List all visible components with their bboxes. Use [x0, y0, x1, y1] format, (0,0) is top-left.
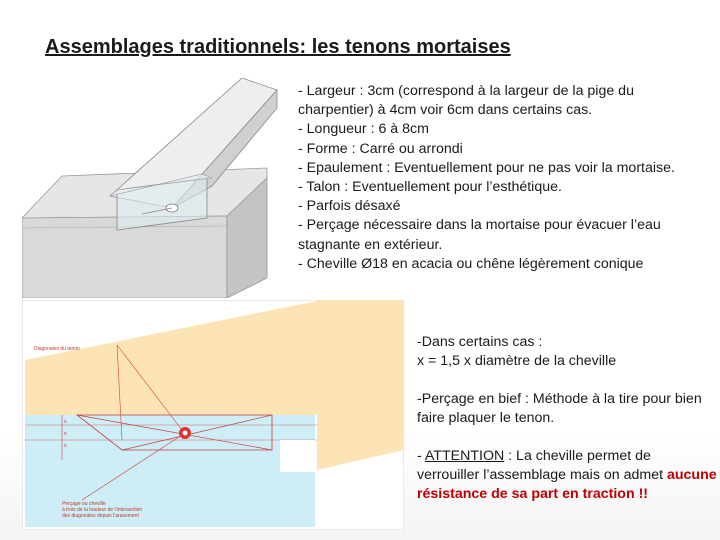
mark-x3: x	[64, 443, 67, 449]
label-pin-2: à trois de la hauteur de l'intersection	[62, 507, 143, 513]
pin-position-diagram	[22, 300, 404, 530]
spec-item: - Talon : Eventuellement pour l’esthétique.	[298, 179, 562, 196]
note-attention-warning: aucune résistance de sa part en traction !!	[417, 467, 717, 502]
mark-x1: x	[64, 419, 67, 425]
mark-x2: x	[64, 431, 67, 437]
notes-block	[417, 333, 717, 504]
tenon-mortise-3d-figure	[22, 78, 287, 298]
note-draw-bore: -Perçage en bief : Méthode à la tire pour bien faire plaquer le tenon.	[417, 391, 702, 426]
spec-item: - Forme : Carré ou arrondi	[298, 140, 463, 157]
note-peg-distance-line2: x = 1,5 x diamètre de la cheville	[417, 353, 617, 369]
label-pin-3: des diagonales depuis l'arasement	[62, 513, 139, 519]
spec-item: - Epaulement : Eventuellement pour ne pas voir la mortaise.	[298, 159, 675, 176]
spec-item: - Cheville Ø18 en acacia ou chêne légèrement conique	[298, 255, 644, 272]
note-peg-distance	[417, 333, 717, 371]
note-attention	[417, 447, 717, 504]
spec-item: - Parfois désaxé	[298, 198, 401, 215]
label-diagonals: Diagonales du tenon	[34, 346, 80, 352]
page-title: Assemblages traditionnels: les tenons mortaises	[45, 36, 511, 58]
note-attention-prefix: -	[417, 448, 425, 464]
pin-marker-center	[183, 431, 188, 436]
mortise-void	[280, 440, 315, 472]
spec-item: - Largeur : 3cm (correspond à la largeur de la pige du charpentier) à 4cm voir 6cm dans certains cas.	[298, 83, 634, 119]
spec-item: - Longueur : 6 à 8cm	[298, 121, 429, 138]
specification-list	[298, 82, 713, 274]
note-peg-distance-line1: -Dans certains cas :	[417, 334, 543, 350]
spec-item: - Perçage nécessaire dans la mortaise pour évacuer l’eau stagnante en extérieur.	[298, 217, 661, 253]
label-pin-1: Perçage ou cheville	[62, 501, 106, 507]
note-attention-keyword: ATTENTION	[424, 448, 505, 464]
note-attention-text: : La cheville permet de verrouiller l’assemblage mais on admet	[417, 448, 667, 483]
